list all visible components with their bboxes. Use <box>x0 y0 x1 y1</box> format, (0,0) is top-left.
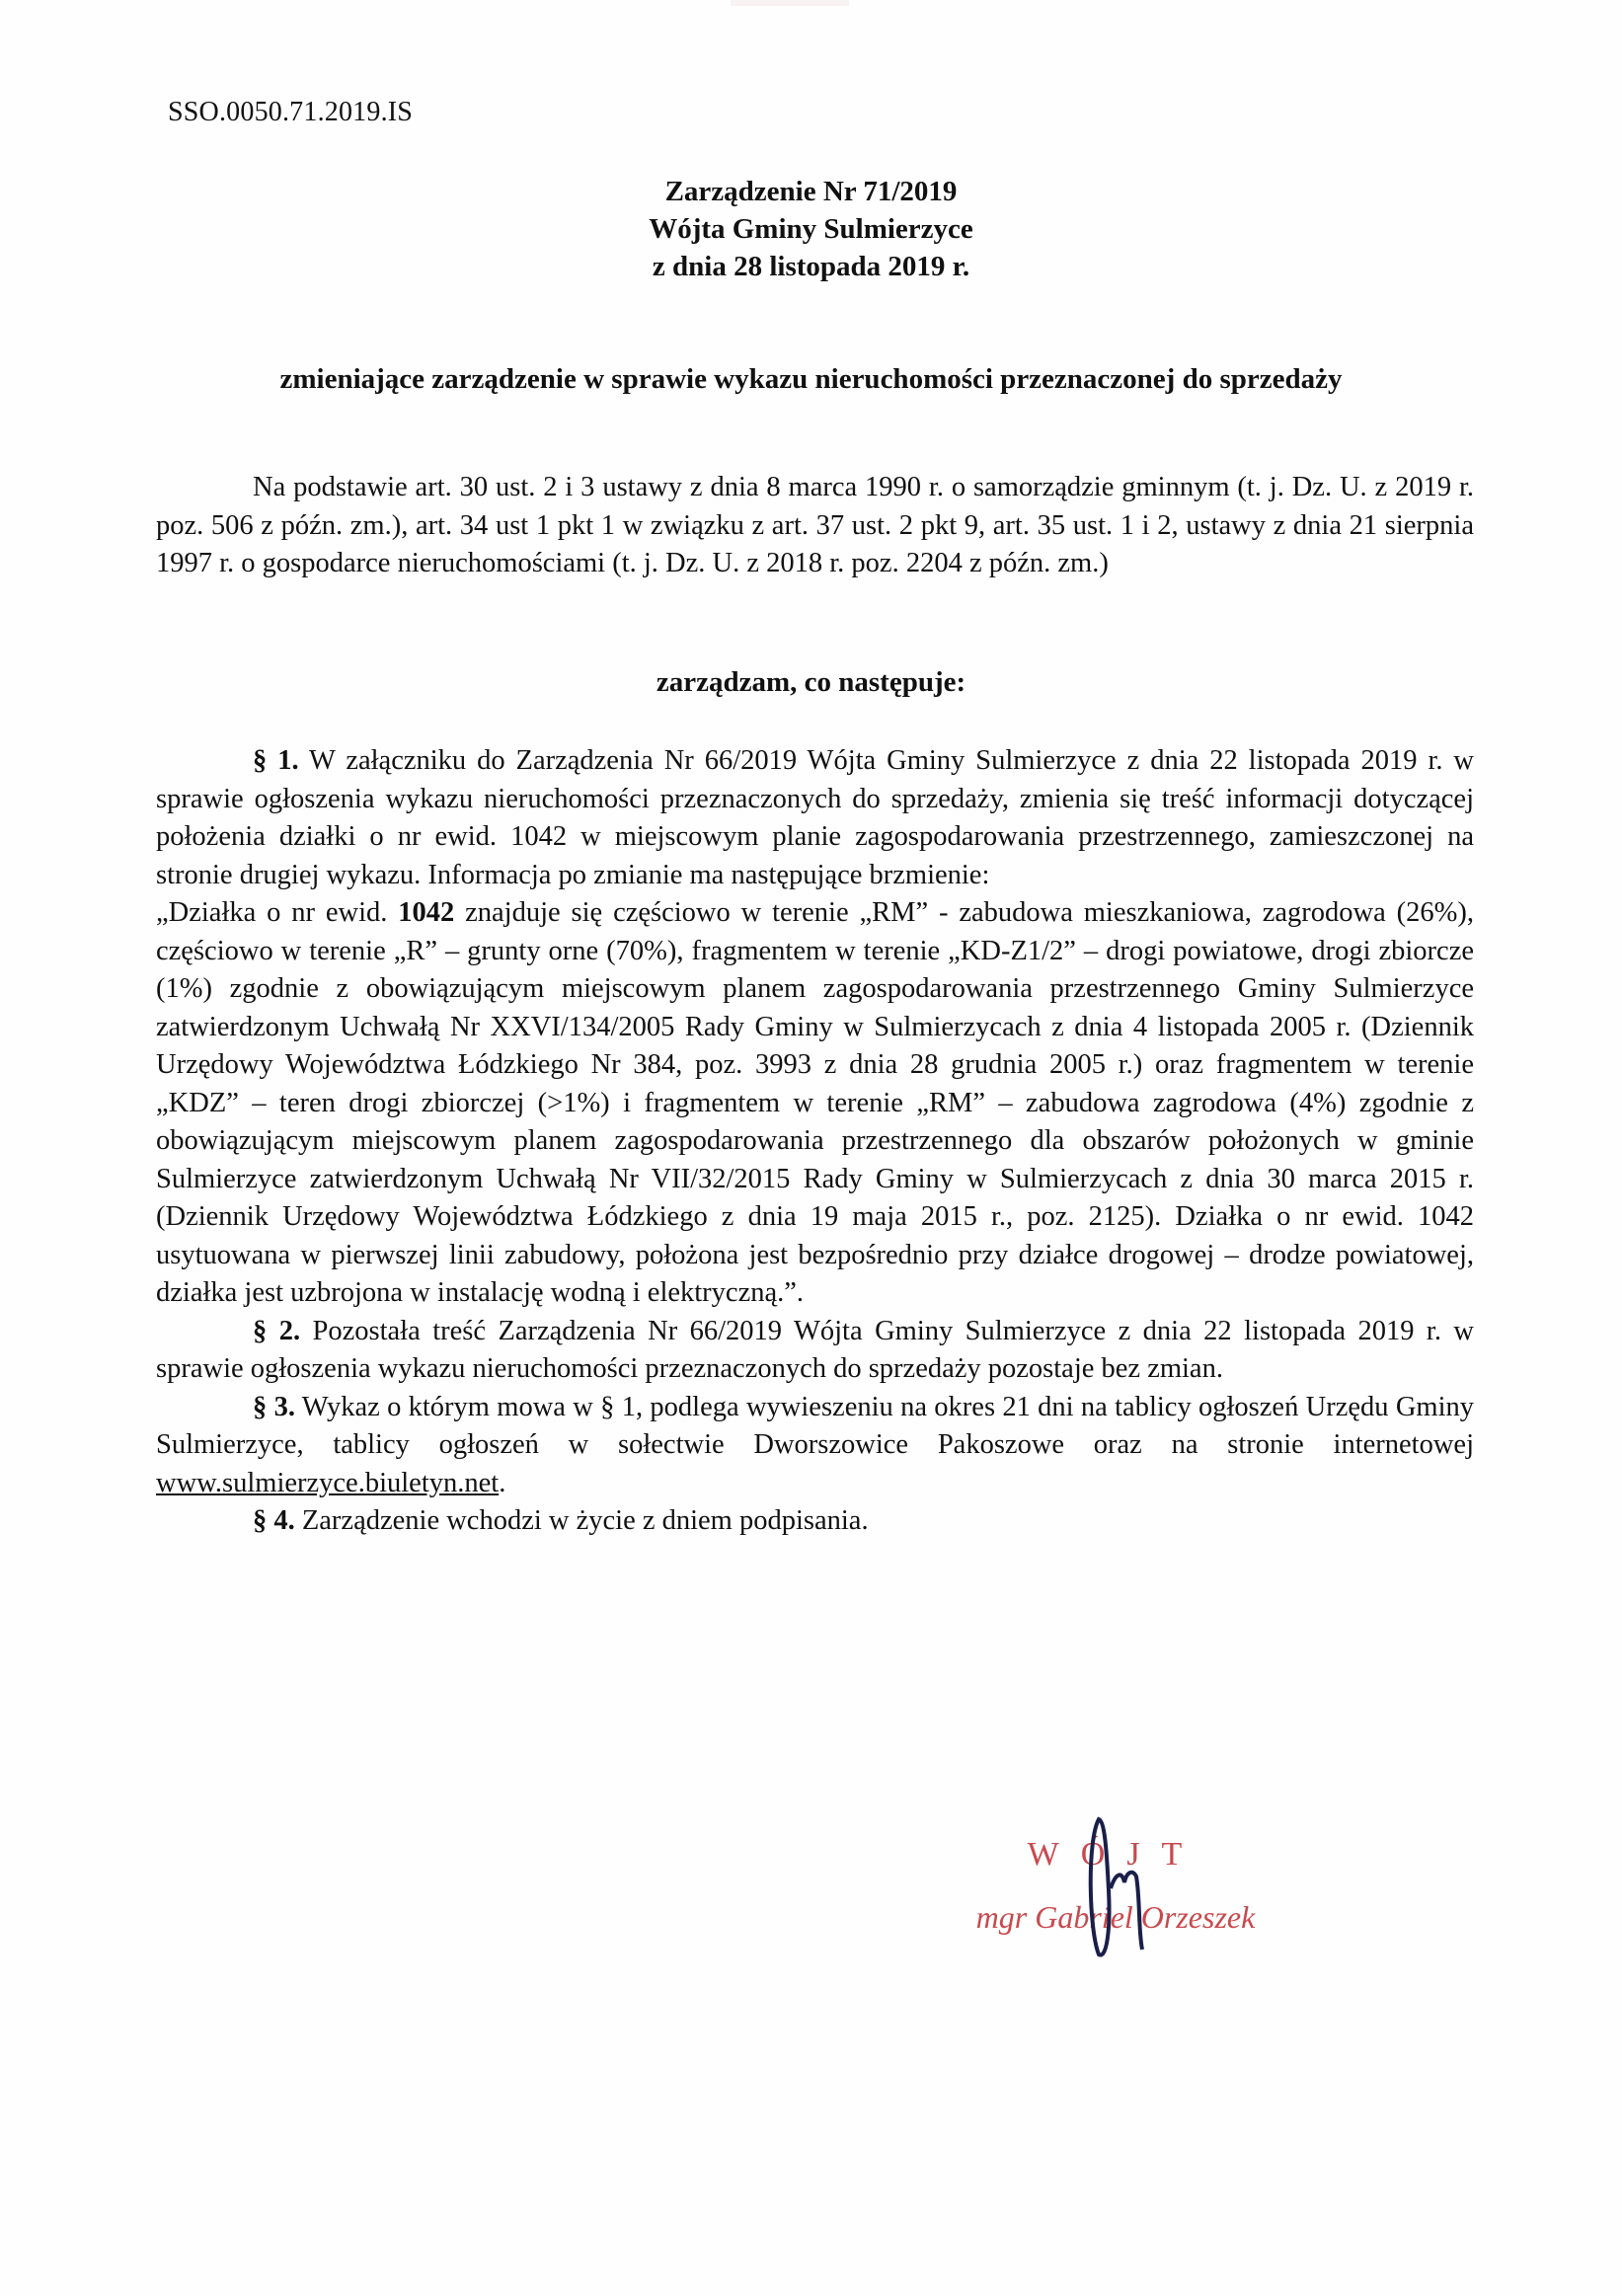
section-text: Wykaz o którym mowa w § 1, podlega wywieszeniu na okres 21 dni na tablicy ogłoszeń Urzędu Gminy Sulmierzyce, tablicy ogłoszeń w sołectwie Dworszowice Pakoszowe oraz na stronie internetowej <box>156 1391 1475 1460</box>
reference-number: SSO.0050.71.2019.IS <box>168 97 414 127</box>
section-text: W załączniku do Zarządzenia Nr 66/2019 Wójta Gminy Sulmierzyce z dnia 22 listopada 2019 r. w sprawie ogłoszenia wykazu nieruchomości przeznaczonych do sprzedaży, zmienia się treść informacji dotyczącej położenia działki o nr ewid. 1042 w miejscowym planie zagospodarowania przestrzennego, zamieszczonej na stronie drugiej wykazu. Informacja po zmianie ma następujące brzmienie: <box>156 745 1475 890</box>
handwritten-signature-icon <box>1081 1811 1170 1969</box>
punctuation: . <box>499 1467 506 1498</box>
section-number: § 1. <box>253 745 299 776</box>
section-4 <box>156 1502 1474 1541</box>
title-line-1: Zarządzenie Nr 71/2019 <box>664 176 958 207</box>
legal-basis <box>156 469 1474 583</box>
section-2 <box>156 1313 1474 1389</box>
section-text: Zarządzenie wchodzi w życie z dniem podpisania. <box>294 1505 869 1536</box>
quote-text: znajduje się częściowo w terenie „RM” - zabudowa mieszkaniowa, zagrodowa (26%), częściowo w terenie „R” – grunty orne (70%), fragmentem w terenie „KD-Z1/2” – drogi powiatowe, drogi zbiorcze (1%) zgodnie z obowiązującym miejscowym planem zagospodarowania przestrzennego Gminy Sulmierzyce zatwierdzonym Uchwałą Nr XXVI/134/2005 Rady Gminy w Sulmierzycach z dnia 4 listopada 2005 r. (Dziennik Urzędowy Województwa Łódzkiego Nr 384, poz. 3993 z dnia 28 grudnia 2005 r.) oraz fragmentem w terenie „KDZ” – teren drogi zbiorczej (>1%) i fragmentem w terenie „RM” – zabudowa zagrodowa (4%) zgodnie z obowiązującym miejscowym planem zagospodarowania przestrzennego dla obszarów położonych w gminie Sulmierzyce zatwierdzonym Uchwałą Nr VII/32/2015 Rady Gminy w Sulmierzycach z dnia 30 marca 2015 r. (Dziennik Urzędowy Województwa Łódzkiego z dnia 19 maja 2015 r., poz. 2125). Działka o nr ewid. 1042 usytuowana w pierwszej linii zabudowy, położona jest bezpośrednio przy działce drogowej – drodze powiatowej, działka jest uzbrojona w instalację wodną i elektryczną.”. <box>156 897 1474 1308</box>
section-number: § 3. <box>253 1391 295 1422</box>
title-line-3: z dnia 28 listopada 2019 r. <box>652 251 970 282</box>
document-title <box>0 173 1622 285</box>
document-subject: zmieniające zarządzenie w sprawie wykazu nieruchomości przeznaczonej do sprzedaży <box>279 363 1343 395</box>
stamp-role: WÓJT <box>1027 1836 1204 1873</box>
title-line-2: Wójta Gminy Sulmierzyce <box>649 213 973 245</box>
quote-start: „Działka o nr ewid. <box>156 897 399 928</box>
stamp-name: mgr Gabriel Orzeszek <box>975 1899 1256 1935</box>
parcel-number: 1042 <box>398 897 455 928</box>
section-text: Pozostała treść Zarządzenia Nr 66/2019 Wójta Gminy Sulmierzyce z dnia 22 listopada 2019 r. w sprawie ogłoszenia wykazu nieruchomości przeznaczonych do sprzedaży pozostaje bez zmian. <box>156 1315 1474 1384</box>
legal-basis-text: Na podstawie art. 30 ust. 2 i 3 ustawy z dnia 8 marca 1990 r. o samorządzie gminnym (t. j. Dz. U. z 2019 r. poz. 506 z późn. zm.), art. 34 ust 1 pkt 1 w związku z art. 37 ust. 2 pkt 9, art. 35 ust. 1 i 2, ustawy z dnia 21 sierpnia 1997 r. o gospodarce nieruchomościami (t. j. Dz. U. z 2018 r. poz. 2204 z późn. zm.) <box>156 472 1474 578</box>
sections <box>156 742 1474 1541</box>
section-1 <box>156 742 1474 894</box>
website-link[interactable]: www.sulmierzyce.biuletyn.net <box>156 1467 500 1498</box>
decree-heading: zarządzam, co następuje: <box>656 666 966 698</box>
scan-artifact <box>731 0 849 6</box>
section-number: § 2. <box>253 1315 301 1346</box>
section-number: § 4. <box>253 1505 295 1536</box>
section-3 <box>156 1389 1474 1503</box>
section-1-quote <box>156 894 1474 1313</box>
